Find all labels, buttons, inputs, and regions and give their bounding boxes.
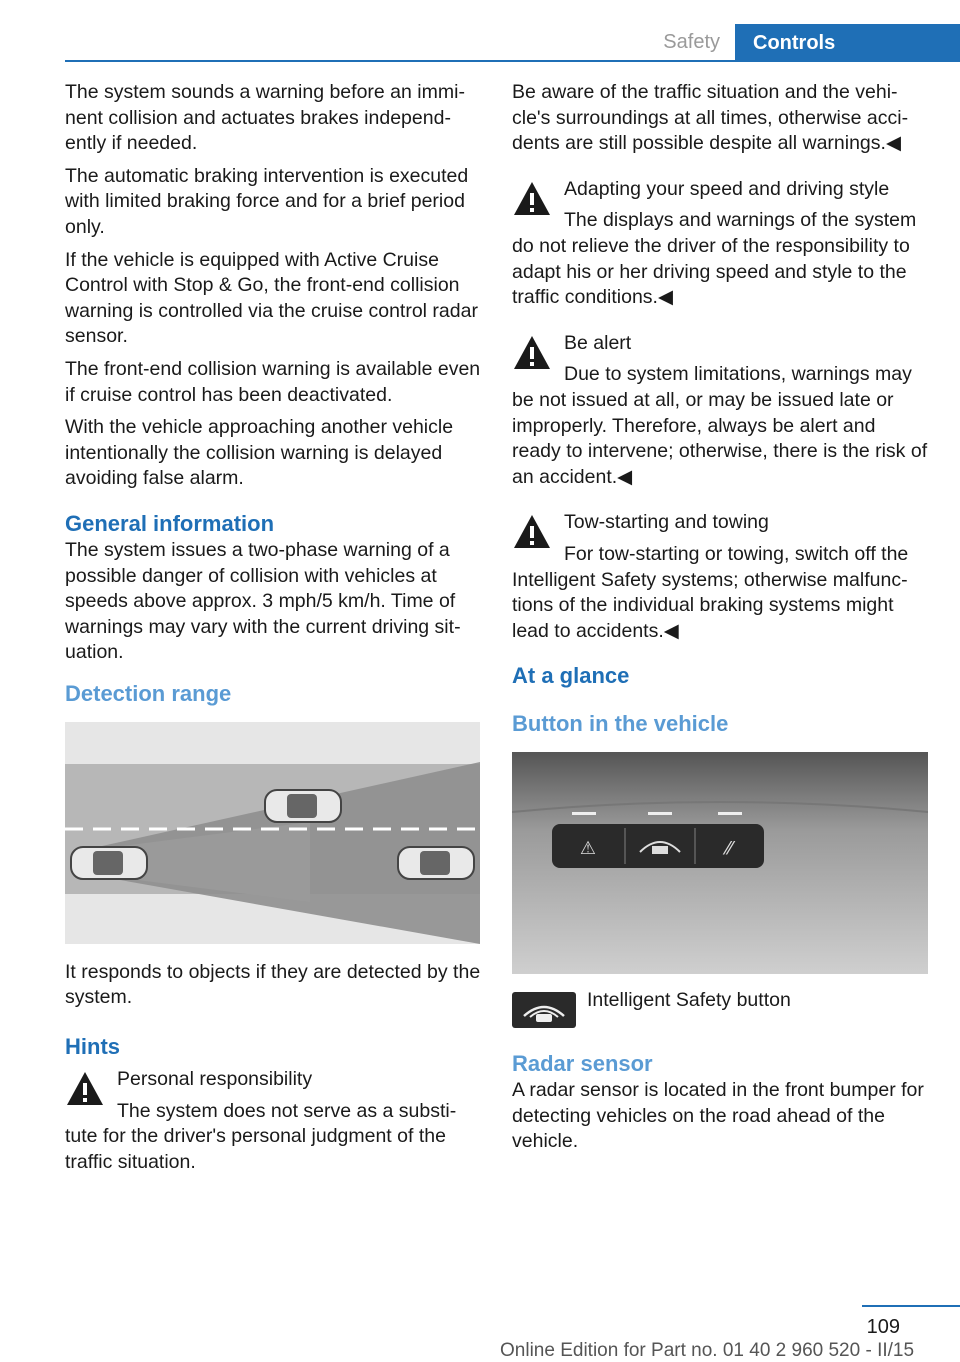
heading-hints: Hints bbox=[65, 1034, 120, 1060]
edition-note: Online Edition for Part no. 01 40 2 960 520 - II/15 bbox=[500, 1340, 915, 1361]
warning-personal-responsibility bbox=[65, 1063, 481, 1175]
warning-triangle-icon bbox=[65, 1069, 105, 1109]
detection-range-illustration bbox=[65, 722, 480, 944]
heading-button-in-vehicle: Button in the vehicle bbox=[512, 711, 729, 737]
paragraph: With the vehicle approaching another vehicle intentionally the collision warning is delayed avoiding false alarm. bbox=[65, 416, 454, 490]
icon-legend bbox=[512, 988, 928, 1030]
warning-text: The displays and warnings of the system do not relieve the driver of the responsibility to adapt his or her driving speed and style to the traffic conditions.◀ bbox=[512, 209, 917, 309]
car-icon bbox=[71, 847, 147, 879]
warning-title: Tow-starting and towing bbox=[564, 511, 769, 534]
warning-triangle-icon bbox=[512, 333, 552, 373]
car-icon bbox=[265, 790, 341, 822]
heading-detection-range: Detection range bbox=[65, 680, 232, 706]
header-rule bbox=[65, 60, 960, 62]
right-column bbox=[512, 80, 928, 1162]
paragraph: The system issues a two-phase warning of a possible danger of collision with vehicles at speeds above approx. 3 mph/5 km/h. Time of warnings may vary with the current driving situation. bbox=[65, 538, 461, 664]
left-column bbox=[65, 80, 481, 1187]
svg-text:⚠: ⚠ bbox=[579, 838, 597, 860]
paragraph: The system sounds a warning before an imminent collision and actuates brakes independently if needed. bbox=[65, 81, 465, 155]
footer-rule bbox=[862, 1305, 960, 1307]
car-icon bbox=[398, 847, 474, 879]
icon-label: Intelligent Safety button bbox=[587, 989, 791, 1012]
intelligent-safety-button-icon bbox=[512, 992, 576, 1028]
paragraph: The automatic braking intervention is executed with limited braking force and for a brief period only. bbox=[65, 164, 469, 238]
warning-tow-starting bbox=[512, 506, 928, 644]
page-number: 109 bbox=[866, 1316, 900, 1338]
header-chapter-tab: Controls bbox=[735, 24, 960, 62]
header-section: Safety bbox=[663, 31, 720, 53]
warning-text: For tow-starting or towing, switch off the Intelligent Safety systems; otherwise malfunctions of the individual braking systems might lead to accidents.◀ bbox=[512, 542, 909, 642]
paragraph: If the vehicle is equipped with Active Cruise Control with Stop & Go, the front-end collision warning is controlled via the cruise control radar sensor. bbox=[65, 248, 478, 348]
heading-at-a-glance: At a glance bbox=[512, 663, 630, 689]
warning-triangle-icon bbox=[512, 512, 552, 552]
paragraph: The front-end collision warning is available even if cruise control has been deactivated. bbox=[65, 357, 481, 406]
warning-text: The system does not serve as a substitute for the driver's personal judgment of the traffic situation. bbox=[65, 1099, 457, 1173]
figure-caption: It responds to objects if they are detected by the system. bbox=[65, 960, 481, 1009]
warning-title: Be alert bbox=[564, 331, 632, 354]
warning-title: Adapting your speed and driving style bbox=[564, 177, 890, 200]
warning-text: Due to system limitations, warnings may be not issued at all, or may be issued late or improperly. Therefore, always be alert and ready to intervene; otherwise, there is the risk of an accident.◀ bbox=[512, 363, 928, 488]
warning-triangle-icon bbox=[512, 179, 552, 219]
svg-text:⁄⁄: ⁄⁄ bbox=[725, 838, 733, 860]
warning-speed-driving-style bbox=[512, 173, 928, 311]
paragraph: Be aware of the traffic situation and the vehicle's surroundings at all times, otherwise accidents are still possible despite all warnings.◀ bbox=[512, 81, 909, 155]
warning-title: Personal responsibility bbox=[117, 1068, 313, 1091]
warning-be-alert bbox=[512, 327, 928, 491]
vehicle-button-photo bbox=[512, 752, 928, 974]
heading-radar-sensor: Radar sensor bbox=[512, 1051, 653, 1077]
paragraph: A radar sensor is located in the front bumper for detecting vehicles on the road ahead of the vehicle. bbox=[512, 1079, 924, 1153]
heading-general-information: General information bbox=[65, 510, 275, 536]
